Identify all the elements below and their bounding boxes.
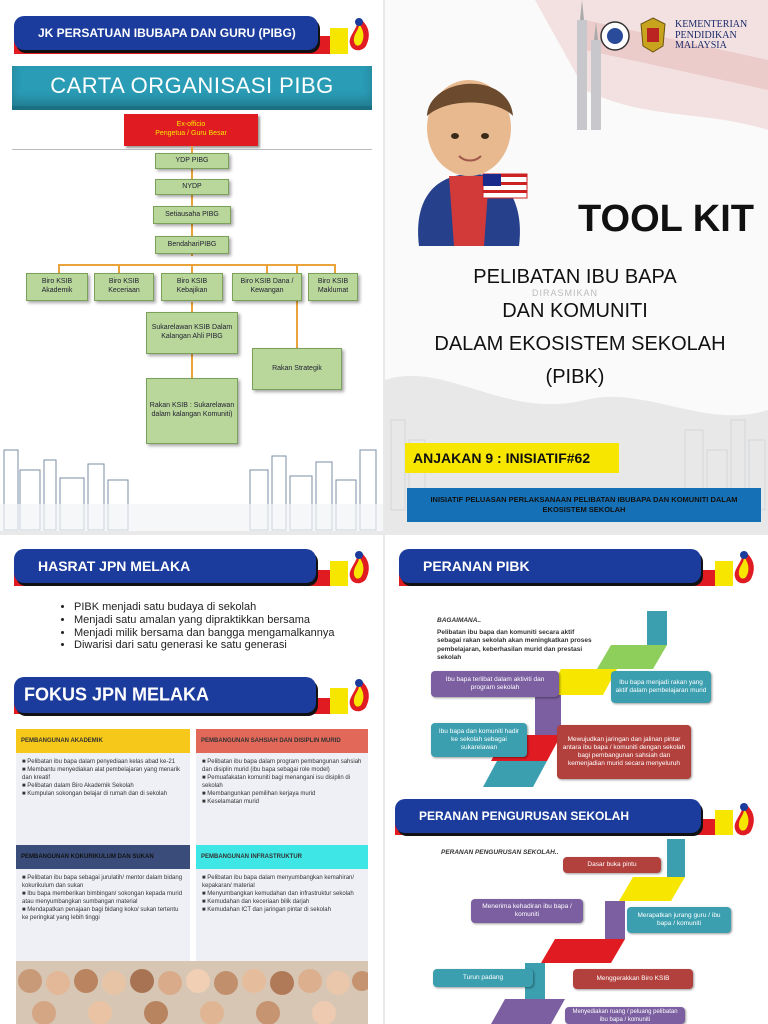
hasrat-item: • Diwarisi dari satu generasi ke satu generasi [74,639,334,652]
exofficio-box [124,114,258,146]
hasrat-item: • Menjadi satu amalan yang dipraktikkan bersama [74,614,334,627]
focus-item: ■ Pelibatan ibu bapa sebagai jurulatih/ mentor dalam bidang kokurikulum dan sukan [22,875,183,890]
focus-item: ■ Membangunkan pemilihan kerjaya murid [202,791,316,798]
box-sukarelawan: Sukarelawan KSIB Dalam Kalangan Ahli PIBG [146,312,238,354]
chart-title: CARTA ORGANISASI PIBG [50,73,334,98]
hasrat-header [14,549,316,583]
focus-title: PEMBANGUNAN INFRASTRUKTUR [196,845,368,869]
malaysia-coat-of-arms-icon [635,16,671,54]
focus-item: ■ Ibu bapa memberikan bimbingan/ sokongan kepada murid atau menyumbangkan sumbangan material [22,891,183,906]
fokus-header-text: FOKUS JPN MELAKA [24,684,210,705]
box-biro-keceriaan: Biro KSIB Keceriaan [94,273,154,301]
hasrat-item: • Menjadi milik bersama dan bangga mengamalkannya [74,627,334,640]
role-box-4: Mewujudkan jaringan dan jalinan pintar antara ibu bapa / komuniti dengan sekolah bagi pembangunan sahsiah dan kemenjadian murid secara menyeluruh [557,725,691,779]
chart-title-bar [12,66,372,106]
pibg-logo-icon [342,547,376,587]
children-photo-collage [16,961,368,1024]
school-emblem-icon [599,20,631,52]
exofficio-line1: Ex-officio [176,121,206,128]
mgmt-box-3: Merapatkan jurang guru / ibu bapa / komuniti [627,907,731,933]
box-nydp: NYDP [155,179,229,195]
focus-item: ■ Pelibatan ibu bapa dalam penyediaan kelas abad ke-21 [22,759,176,765]
pibg-logo-icon [727,547,761,587]
hasrat-item: • PIBK menjadi satu budaya di sekolah [74,601,334,614]
focus-item: ■ Kemudahan ICT dan jaringan pintar di sekolah [202,907,331,914]
subtitle-line1: PELIBATAN IBU BAPA [473,266,677,288]
ministry-name: KEMENTERIAN PENDIDIKAN MALAYSIA [675,19,748,51]
mgmt-box-4: Turun padang [433,969,533,987]
bagaimana-label: BAGAIMANA.. [437,617,482,624]
box-biro-maklumat: Biro KSIB Maklumat [308,273,358,301]
city-skyline-illustration [0,420,383,531]
focus-title: PEMBANGUNAN SAHSIAH DAN DISIPLIN MURID [196,729,368,753]
panel-organisation-chart [0,0,383,531]
subtitle-line2: DAN KOMUNITI [502,300,648,322]
chart-title-underline [12,106,372,110]
box-biro-dana: Biro KSIB Dana / Kewangan [232,273,302,301]
box-ydp: YDP PIBG [155,153,229,169]
fokus-header [14,677,316,713]
role-box-2: Ibu bapa menjadi rakan yang aktif dalam pembelajaran murid [611,671,711,703]
anjakan-text: ANJAKAN 9 : INISIATIF#62 [413,450,591,466]
pengurusan-header [395,799,701,833]
pibg-logo-icon [342,14,376,54]
initiative-text: INISIATIF PELUASAN PERLAKSANAAN PELIBATAN IBUBAPA DAN KOMUNITI DALAM EKOSISTEM SEKOLAH [430,494,738,514]
mgmt-box-5: Menggerakkan Biro KSIB [573,969,693,989]
focus-item: ■ Membantu menyediakan alat pembelajaran yang menarik dan kreatif [22,767,181,782]
mgmt-box-2: Menerima kehadiran ibu bapa / komuniti [471,899,583,923]
box-biro-akademik: Biro KSIB Akademik [26,273,88,301]
panel-tool-kit-cover [385,0,768,531]
peranan-intro: Pelibatan ibu bapa dan komuniti secara aktif sebagai rakan sekolah akan meningkatkan proses pembelajaran, keberhasilan murid dan prestasi sekolah [437,629,592,662]
focus-item: ■ Pelibatan ibu bapa dalam menyumbangkan kemahiran/ kepakaran/ material [202,875,355,890]
panel-peranan [385,535,768,1024]
focus-item: ■ Pelibatan dalam Biro Akademik Sekolah [22,783,134,790]
exofficio-line2: Pengetua / Guru Besar [155,130,227,137]
focus-item: ■ Kemudahan dan keceriaan bilik darjah [202,899,310,906]
connector [58,264,336,266]
focus-item: ■ Pelibatan ibu bapa dalam program pembangunan sahsiah dan disiplin murid (ibu bapa sebagai role model) [202,759,362,774]
focus-item: ■ Keselamatan murid [202,799,259,806]
subtitle-line3: DALAM EKOSISTEM SEKOLAH [434,333,726,355]
anjakan-badge [405,443,619,473]
box-setiausaha: Setiausaha PIBG [153,206,231,224]
hasrat-list [60,601,334,652]
hasrat-header-text: HASRAT JPN MELAKA [38,558,191,574]
role-box-1: Ibu bapa terlibat dalam aktiviti dan program sekolah [431,671,559,697]
tool-kit-title: TOOL KIT [578,198,754,240]
peranan-header-text: PERANAN PIBK [423,558,530,574]
mgmt-box-1: Dasar buka pintu [563,857,661,873]
initiative-banner [407,488,761,522]
box-biro-kebajikan: Biro KSIB Kebajikan [161,273,223,301]
focus-title: PEMBANGUNAN KOKURIKULUM DAN SUKAN [16,845,190,869]
panel1-header [14,16,318,50]
pengurusan-sub: PERANAN PENGURUSAN SEKOLAH.. [441,849,559,856]
box-bendahari: BendahariPIBG [155,236,229,254]
focus-item: ■ Menyumbangkan kemudahan dan infrastruktur sekolah [202,891,354,898]
pibg-logo-icon [342,675,376,715]
peranan-header [399,549,701,583]
box-rakan-strategik: Rakan Strategik [252,348,342,390]
panel1-header-text: JK PERSATUAN IBUBAPA DAN GURU (PIBG) [38,26,296,40]
role-box-3: Ibu bapa dan komuniti hadir ke sekolah sebagai sukarelawan [431,723,527,757]
panel-hasrat-fokus [0,535,383,1024]
watermark-text: DIRASMIKAN [531,288,598,298]
pengurusan-header-text: PERANAN PENGURUSAN SEKOLAH [419,809,630,823]
subtitle-line4: (PIBK) [545,366,605,388]
pibg-logo-icon [727,799,761,839]
focus-title: PEMBANGUNAN AKADEMIK [16,729,190,753]
box-rakan-ksib: Rakan KSIB : Sukarelawan dalam kalangan Komuniti) [146,378,238,444]
focus-item: ■ Pemuafakatan komuniti bagi menangani isu disiplin di sekolah [202,775,351,790]
mgmt-box-6: Menyediakan ruang / peluang pelibatan ibu bapa / komuniti [565,1007,685,1024]
focus-item: ■ Mendapatkan penajaan bagi bidang koko/ sukan tertentu ke peringkat yang lebih tinggi [22,907,179,922]
child-with-flag-illustration [399,56,539,246]
focus-item: ■ Kumpulan sokongan belajar di rumah dan di sekolah [22,791,168,798]
